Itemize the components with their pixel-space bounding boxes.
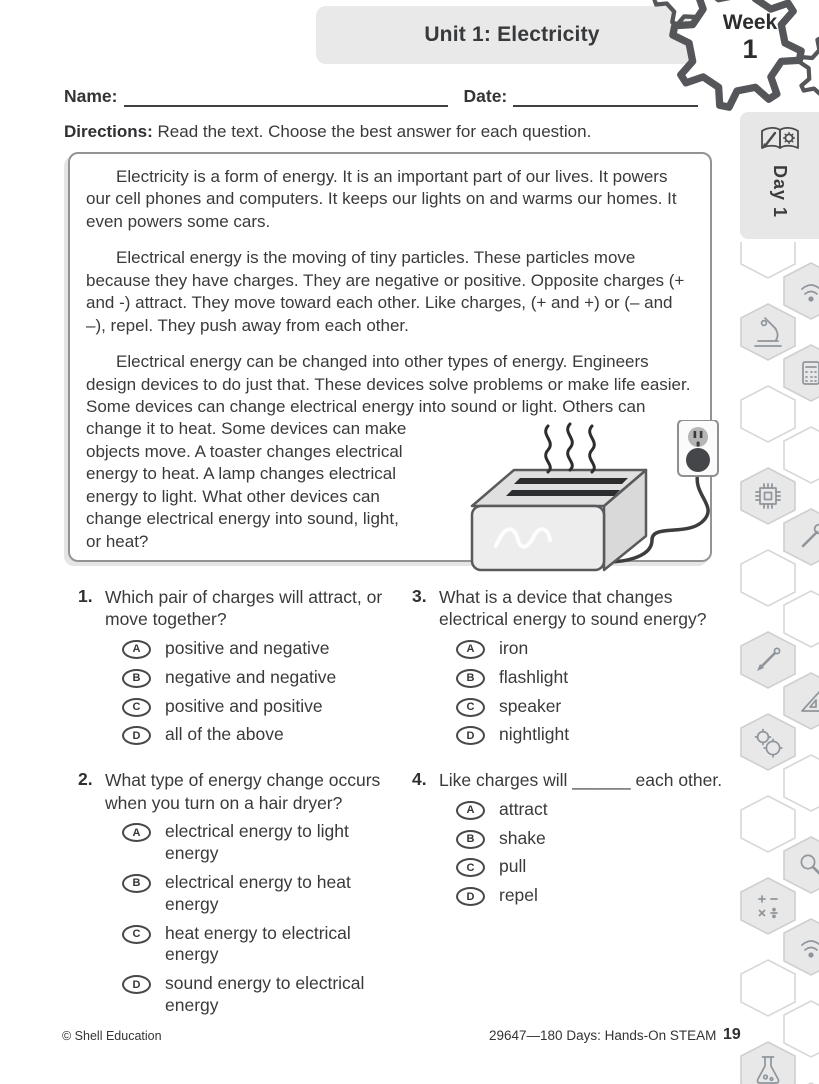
option-bubble-b: B: [122, 874, 151, 893]
directions-text: Read the text. Choose the best answer for each question.: [152, 122, 592, 141]
option-text: electrical energy to light energy: [165, 821, 349, 863]
answer-option: [456, 828, 722, 850]
option-bubble-d: D: [456, 726, 485, 745]
option-bubble-b: B: [456, 669, 485, 688]
option-bubble-c: C: [122, 925, 151, 944]
option-text: electrical energy to heat energy: [165, 871, 351, 914]
directions: [64, 122, 591, 142]
question-number: 1.: [78, 586, 93, 606]
passage-paragraph-1: Electricity is a form of energy. It is an important part of our lives. It powers our cell phones and computers. It keeps our lights on and warms our homes. It even powers some cars.: [86, 167, 677, 231]
name-date-row: [64, 86, 698, 107]
question-number: 3.: [412, 586, 427, 606]
question-text: What type of energy change occurs when you turn on a hair dryer?: [105, 770, 381, 813]
passage-paragraph-2: Electrical energy is the moving of tiny particles. These particles move because they have charges. They are negative or positive. Opposite charges (+ and -) attract. They move toward each other. Like charges, (+ and +) or (– and –), repel. They push away from each other.: [86, 248, 685, 335]
option-text: repel: [499, 885, 538, 906]
answer-option: [456, 696, 731, 718]
name-line: [124, 86, 448, 107]
answer-option: [456, 799, 722, 821]
answer-option: [456, 667, 731, 689]
option-text: all of the above: [165, 724, 284, 745]
answer-option: [122, 638, 397, 660]
toaster-illustration: [426, 420, 698, 578]
question-1: [78, 586, 412, 753]
date-line: [513, 86, 698, 107]
answer-option: [456, 638, 731, 660]
option-bubble-b: B: [456, 830, 485, 849]
question-2: [78, 769, 412, 1024]
heat-waves-icon: [546, 424, 595, 472]
question-text: Like charges will ______ each other.: [439, 770, 723, 791]
answer-option: [456, 885, 722, 907]
week-label: Week: [722, 11, 778, 34]
answer-option: [122, 667, 397, 689]
day-tab: [740, 112, 819, 239]
page-number: 19: [723, 1026, 741, 1043]
option-text: iron: [499, 637, 529, 658]
question-text: What is a device that changes electrical energy to sound energy?: [439, 587, 707, 630]
answer-option: [122, 821, 397, 865]
option-text: positive and positive: [165, 695, 323, 716]
option-bubble-a: A: [122, 823, 151, 842]
answer-option: [122, 973, 397, 1017]
option-text: pull: [499, 856, 527, 877]
option-text: nightlight: [499, 724, 570, 745]
page-title: Unit 1: Electricity: [424, 23, 600, 46]
book-title-footer: 29647—180 Days: Hands-On STEAM: [489, 1028, 717, 1043]
option-bubble-c: C: [456, 698, 485, 717]
option-text: heat energy to electrical energy: [165, 922, 351, 965]
answer-option: [122, 696, 397, 718]
name-label: Name:: [64, 86, 118, 106]
answer-option: [122, 872, 397, 916]
option-text: speaker: [499, 695, 562, 716]
week-number: 1: [742, 33, 758, 64]
week-badge: [702, 12, 798, 64]
option-bubble-b: B: [122, 669, 151, 688]
day-label: Day 1: [770, 165, 790, 219]
date-label: Date:: [463, 86, 508, 106]
question-number: 2.: [78, 769, 93, 790]
option-text: flashlight: [499, 666, 569, 687]
passage-paragraph-3: [86, 351, 694, 553]
questions-section: [78, 586, 746, 1024]
outlet-icon: [678, 420, 718, 476]
book-pencil-icon: [757, 122, 803, 156]
toaster-icon: [472, 424, 646, 570]
option-bubble-d: D: [456, 887, 485, 906]
option-text: negative and negative: [165, 666, 337, 687]
question-number: 4.: [412, 769, 427, 790]
question-3: [412, 586, 746, 753]
option-text: shake: [499, 827, 546, 848]
option-text: positive and negative: [165, 637, 330, 658]
option-bubble-d: D: [122, 975, 151, 994]
hexagon-decoration-strip: [735, 242, 819, 1084]
copyright-text: © Shell Education: [62, 1029, 162, 1043]
question-text: Which pair of charges will attract, or move together?: [105, 587, 383, 630]
option-bubble-a: A: [456, 640, 485, 659]
passage-paragraph-3a: Electrical energy can be changed into other types of energy. Engineers design devices to do just that. These devices solve problems or make life easier. Some devices can change electrical energy into sound or light.: [86, 352, 691, 416]
option-bubble-a: A: [456, 801, 485, 820]
option-bubble-c: C: [122, 698, 151, 717]
option-bubble-d: D: [122, 726, 151, 745]
answer-option: [456, 724, 731, 746]
answer-option: [456, 856, 722, 878]
option-text: sound energy to electrical energy: [165, 973, 365, 1016]
option-text: attract: [499, 798, 548, 819]
answer-option: [122, 724, 397, 746]
passage-paragraph-3b: Others can change it to heat. Some devices can make objects move. A toaster changes electrical energy to heat. A lamp changes electrical energy to light. What other devices can change electrical energy into sound, light, or heat?: [86, 396, 646, 551]
directions-label: Directions:: [64, 122, 153, 141]
reading-passage-box: [68, 152, 712, 562]
answer-option: [122, 923, 397, 967]
option-bubble-a: A: [122, 640, 151, 659]
option-bubble-c: C: [456, 858, 485, 877]
question-4: [412, 769, 746, 1024]
